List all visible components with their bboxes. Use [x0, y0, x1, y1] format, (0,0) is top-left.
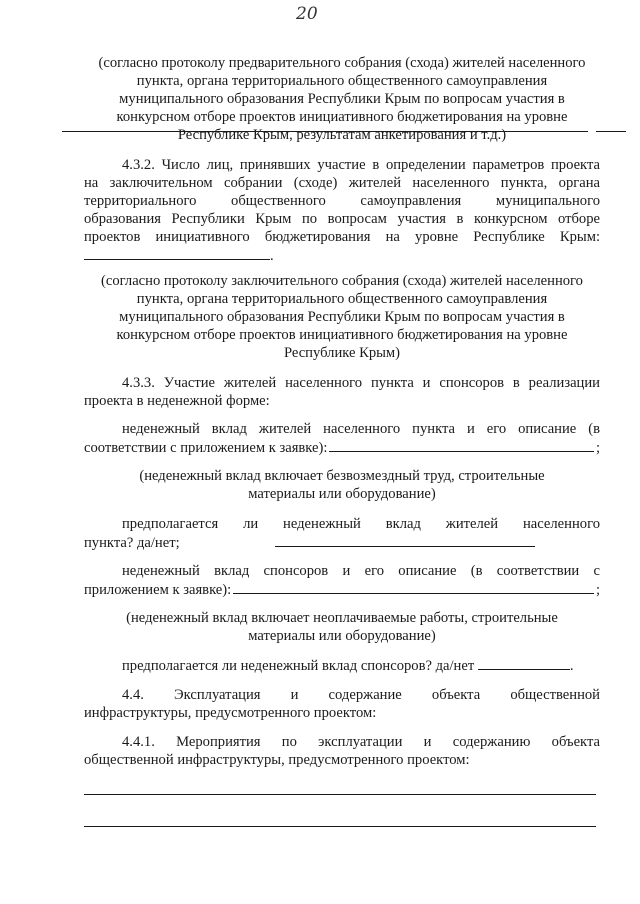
- measures-line-1[interactable]: [84, 794, 596, 795]
- note-sponsor-contribution: (неденежный вклад включает неоплачиваемые работы, строительные материалы или оборудование): [126, 610, 558, 644]
- strike-line-right: [596, 131, 626, 132]
- resident-contribution-field[interactable]: [329, 438, 594, 452]
- section-4-3-2: 4.3.2. Число лиц, принявших участие в определении параметров проекта на заключительном собрании (сходе) жителей населенного пункта, органа территориального общественного самоуправления муниципального образования Республики Крым по вопросам участия в конкурсном отборе проектов инициативного бюджетирования на уровне Республике Крым: .: [84, 157, 600, 264]
- sponsor-planned-field[interactable]: [478, 656, 570, 670]
- resident-planned: предполагается ли неденежный вклад жителей населенного пункта? да/нет;: [84, 516, 600, 551]
- measures-line-2[interactable]: [84, 826, 596, 827]
- strike-line: [62, 131, 588, 132]
- note-preliminary-meeting: (согласно протоколу предварительного собрания (схода) жителей населенного пункта, органа территориального общественного самоуправления муниципального образования Республики Крым по вопросам участия в конкурсном отборе проектов инициативного бюджетирования на уровне Республике Крым, результатам анкетирования и т.д.): [98, 55, 586, 143]
- sponsor-planned: предполагается ли неденежный вклад спонсоров? да/нет .: [122, 658, 574, 674]
- page-number: 20: [296, 4, 318, 24]
- note-final-meeting: (согласно протоколу заключительного собрания (схода) жителей населенного пункта, органа территориального общественного самоуправления муниципального образования Республики Крым по вопросам участия в конкурсном отборе проектов инициативного бюджетирования на уровне Республике Крым): [101, 273, 583, 361]
- participants-count-field[interactable]: [84, 246, 270, 260]
- note-resident-contribution: (неденежный вклад включает безвозмездный труд, строительные материалы или оборудование): [139, 468, 545, 502]
- resident-planned-field[interactable]: [275, 533, 535, 547]
- section-4-4: 4.4. Эксплуатация и содержание объекта общественной инфраструктуры, предусмотренного проектом:: [84, 687, 600, 721]
- section-4-4-1: 4.4.1. Мероприятия по эксплуатации и содержанию объекта общественной инфраструктуры, предусмотренного проектом:: [84, 734, 600, 768]
- section-4-3-3: 4.3.3. Участие жителей населенного пункта и спонсоров в реализации проекта в неденежной форме:: [84, 375, 600, 409]
- resident-contribution: неденежный вклад жителей населенного пункта и его описание (в соответствии с приложением к заявке): ;: [84, 421, 600, 456]
- sponsor-contribution: неденежный вклад спонсоров и его описание (в соответствии с приложением к заявке): ;: [84, 563, 600, 598]
- sponsor-contribution-field[interactable]: [233, 580, 594, 594]
